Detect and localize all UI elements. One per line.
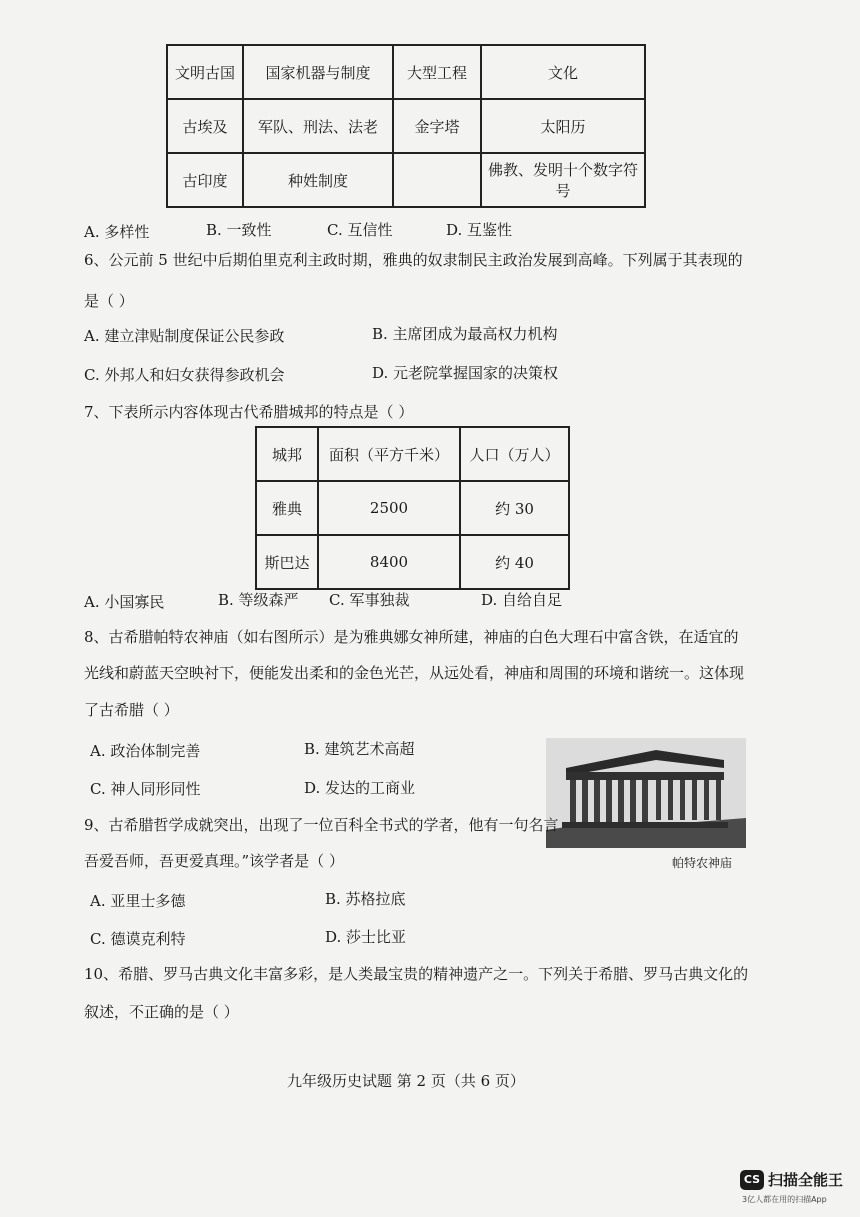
table-cell: 佛教、发明十个数字符号	[481, 153, 645, 207]
q8-option-c: C. 神人同形同性	[90, 780, 201, 798]
q8-stem-line2: 光线和蔚蓝天空映衬下，便能发出柔和的金色光芒，从远处看，神庙和周围的环境和谐统一。这体现	[84, 664, 745, 682]
table-cell: 古印度	[167, 153, 243, 207]
q5-option-d: D. 互鉴性	[446, 221, 513, 239]
table-row	[256, 535, 569, 589]
q7-option-c: C. 军事独裁	[329, 591, 410, 609]
scanner-tagline: 3亿人都在用的扫描App	[742, 1195, 827, 1204]
table-header-cell: 面积（平方千米）	[318, 427, 460, 481]
table-row	[167, 153, 645, 207]
page-footer: 九年级历史试题 第 2 页（共 6 页）	[287, 1072, 525, 1090]
q9-stem-line1: 9、古希腊哲学成就突出，出现了一位百科全书式的学者，他有一句名言	[84, 816, 559, 834]
q8-option-d: D. 发达的工商业	[304, 779, 416, 797]
q6-stem-line1: 6、公元前 5 世纪中后期伯里克利主政时期，雅典的奴隶制民主政治发展到高峰。下列属于其表现的	[84, 251, 743, 269]
q8-option-b: B. 建筑艺术高超	[304, 740, 415, 758]
table-cell: 军队、刑法、法老	[243, 99, 393, 153]
parthenon-icon	[546, 738, 746, 848]
table-header-cell: 城邦	[256, 427, 318, 481]
table-cell	[393, 153, 481, 207]
table-header-cell: 文化	[481, 45, 645, 99]
q10-stem-line1: 10、希腊、罗马古典文化丰富多彩，是人类最宝贵的精神遗产之一。下列关于希腊、罗马古典文化的	[84, 965, 749, 983]
q7-stem: 7、下表所示内容体现古代希腊城邦的特点是（ ）	[84, 403, 414, 421]
q9-stem-line2: 吾爱吾师，吾更爱真理。”该学者是（ ）	[84, 852, 344, 870]
q5-option-b: B. 一致性	[206, 221, 272, 239]
table-header-row	[167, 45, 645, 99]
q10-stem-line2: 叙述，不正确的是（ ）	[84, 1003, 239, 1021]
table-cell: 古埃及	[167, 99, 243, 153]
table-header-cell: 国家机器与制度	[243, 45, 393, 99]
q6-option-b: B. 主席团成为最高权力机构	[372, 325, 558, 343]
scanner-app-name: 扫描全能王	[768, 1171, 844, 1189]
table-cell: 2500	[318, 481, 460, 535]
table-header-cell: 文明古国	[167, 45, 243, 99]
civilization-table	[166, 44, 646, 208]
table-cell: 雅典	[256, 481, 318, 535]
q6-stem-line2: 是（ ）	[84, 292, 134, 310]
table-header-cell: 大型工程	[393, 45, 481, 99]
q5-option-a: A. 多样性	[84, 223, 150, 241]
table-cell: 约 30	[460, 481, 569, 535]
table-header-cell: 人口（万人）	[460, 427, 569, 481]
table-cell: 金字塔	[393, 99, 481, 153]
table-cell: 斯巴达	[256, 535, 318, 589]
q9-option-b: B. 苏格拉底	[325, 890, 406, 908]
table-row	[256, 481, 569, 535]
table-row	[167, 99, 645, 153]
city-state-table	[255, 426, 570, 590]
q7-option-b: B. 等级森严	[218, 591, 299, 609]
q7-option-d: D. 自给自足	[481, 591, 563, 609]
parthenon-photo	[546, 738, 746, 848]
q9-option-c: C. 德谟克利特	[90, 930, 186, 948]
photo-caption: 帕特农神庙	[672, 856, 733, 870]
q6-option-d: D. 元老院掌握国家的决策权	[372, 364, 559, 382]
table-cell: 种姓制度	[243, 153, 393, 207]
table-header-row	[256, 427, 569, 481]
scanner-logo-icon: CS	[740, 1170, 764, 1190]
q6-option-c: C. 外邦人和妇女获得参政机会	[84, 366, 285, 384]
q9-option-a: A. 亚里士多德	[90, 892, 186, 910]
q7-option-a: A. 小国寡民	[84, 593, 165, 611]
table-cell: 约 40	[460, 535, 569, 589]
q8-option-a: A. 政治体制完善	[90, 742, 201, 760]
table-cell: 太阳历	[481, 99, 645, 153]
q5-option-c: C. 互信性	[327, 221, 393, 239]
q6-option-a: A. 建立津贴制度保证公民参政	[84, 327, 285, 345]
q9-option-d: D. 莎士比亚	[325, 928, 407, 946]
table-cell: 8400	[318, 535, 460, 589]
q8-stem-line3: 了古希腊（ ）	[84, 701, 179, 719]
q8-stem-line1: 8、古希腊帕特农神庙（如右图所示）是为雅典娜女神所建，神庙的白色大理石中富含铁，在适宜的	[84, 628, 739, 646]
